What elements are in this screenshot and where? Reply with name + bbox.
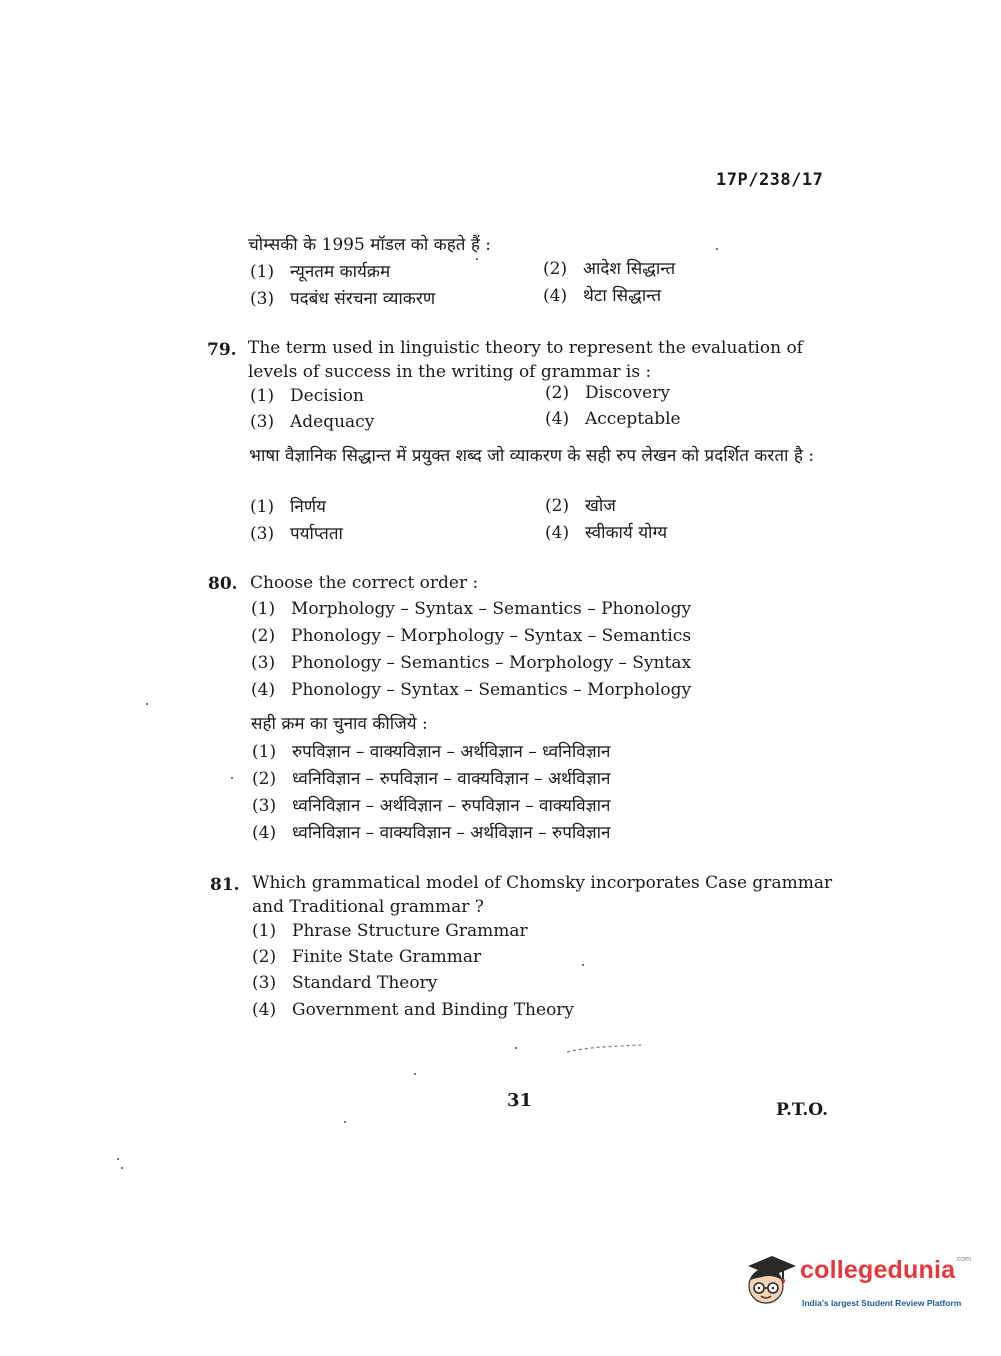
q78-hindi-option-4: (4) थेटा सिद्धान्त xyxy=(543,286,662,306)
q80-number: 80. xyxy=(208,574,238,594)
q79-hindi-option-4: (4) स्वीकार्य योग्य xyxy=(545,523,668,543)
q81-option-2: (2) Finite State Grammar xyxy=(252,947,482,967)
q78-hindi-question: चोम्सकी के 1995 मॉडल को कहते हैं : xyxy=(248,235,491,255)
q80-hindi-option-2: (2) ध्वनिविज्ञान – रुपविज्ञान – वाक्यविज्ञान – अर्थविज्ञान xyxy=(252,769,611,789)
q78-hindi-option-2: (2) आदेश सिद्धान्त xyxy=(543,259,676,279)
q79-option-3: (3) Adequacy xyxy=(250,412,375,432)
scan-speck xyxy=(231,777,233,779)
q81-option-1: (1) Phrase Structure Grammar xyxy=(252,921,528,941)
q80-hindi-question: सही क्रम का चुनाव कीजिये : xyxy=(251,714,428,734)
q80-hindi-option-4: (4) ध्वनिविज्ञान – वाक्यविज्ञान – अर्थविज्ञान – रुपविज्ञान xyxy=(252,823,611,843)
q79-hindi-question: भाषा वैज्ञानिक सिद्धान्त में प्रयुक्त शब्द जो व्याकरण के सही रुप लेखन को प्रदर्शित करता है : xyxy=(249,446,814,466)
scan-smudge xyxy=(565,1042,645,1056)
q79-number: 79. xyxy=(207,340,237,360)
q78-hindi-option-3: (3) पदबंध संरचना व्याकरण xyxy=(250,289,436,309)
q80-option-3: (3) Phonology – Semantics – Morphology – Syntax xyxy=(251,653,692,673)
collegedunia-brand: collegedunia$^{.com}$ xyxy=(800,1256,972,1284)
q79-option-2: (2) Discovery xyxy=(545,383,670,403)
scan-speck xyxy=(146,703,148,705)
q80-option-2: (2) Phonology – Morphology – Syntax – Semantics xyxy=(251,626,692,646)
scan-speck xyxy=(515,1047,517,1049)
q79-option-4: (4) Acceptable xyxy=(545,409,681,429)
q79-option-1: (1) Decision xyxy=(250,386,364,406)
collegedunia-tagline: India's largest Student Review Platform xyxy=(802,1298,962,1308)
scan-speck xyxy=(121,1167,123,1169)
q80-hindi-option-3: (3) ध्वनिविज्ञान – अर्थविज्ञान – रुपविज्ञान – वाक्यविज्ञान xyxy=(252,796,611,816)
q79-hindi-option-2: (2) खोज xyxy=(545,496,616,516)
scan-speck xyxy=(117,1158,119,1160)
q81-option-3: (3) Standard Theory xyxy=(252,973,438,993)
page-number: 31 xyxy=(507,1090,533,1111)
q80-question: Choose the correct order : xyxy=(250,573,479,593)
q79-hindi-option-1: (1) निर्णय xyxy=(250,497,326,517)
scan-speck xyxy=(414,1073,416,1075)
q78-hindi-option-1: (1) न्यूनतम कार्यक्रम xyxy=(250,262,391,282)
q81-option-4: (4) Government and Binding Theory xyxy=(252,1000,575,1020)
collegedunia-mascot-icon xyxy=(742,1250,798,1308)
paper-code: 17P/238/17 xyxy=(716,170,824,190)
scan-speck xyxy=(344,1121,346,1123)
q80-hindi-option-1: (1) रुपविज्ञान – वाक्यविज्ञान – अर्थविज्ञान – ध्वनिविज्ञान xyxy=(252,742,611,762)
scan-speck xyxy=(476,258,478,260)
pto-label: P.T.O. xyxy=(776,1100,828,1120)
q81-number: 81. xyxy=(210,875,240,895)
q79-question: The term used in linguistic theory to represent the evaluation of levels of success in the writing of grammar is : xyxy=(248,338,803,382)
scan-speck xyxy=(716,248,718,250)
q81-question: Which grammatical model of Chomsky incorporates Case grammar and Traditional grammar ? xyxy=(252,873,833,917)
q80-option-1: (1) Morphology – Syntax – Semantics – Phonology xyxy=(251,599,692,619)
q80-option-4: (4) Phonology – Syntax – Semantics – Morphology xyxy=(251,680,692,700)
q79-hindi-option-3: (3) पर्याप्तता xyxy=(250,524,343,544)
scan-speck xyxy=(582,964,584,966)
